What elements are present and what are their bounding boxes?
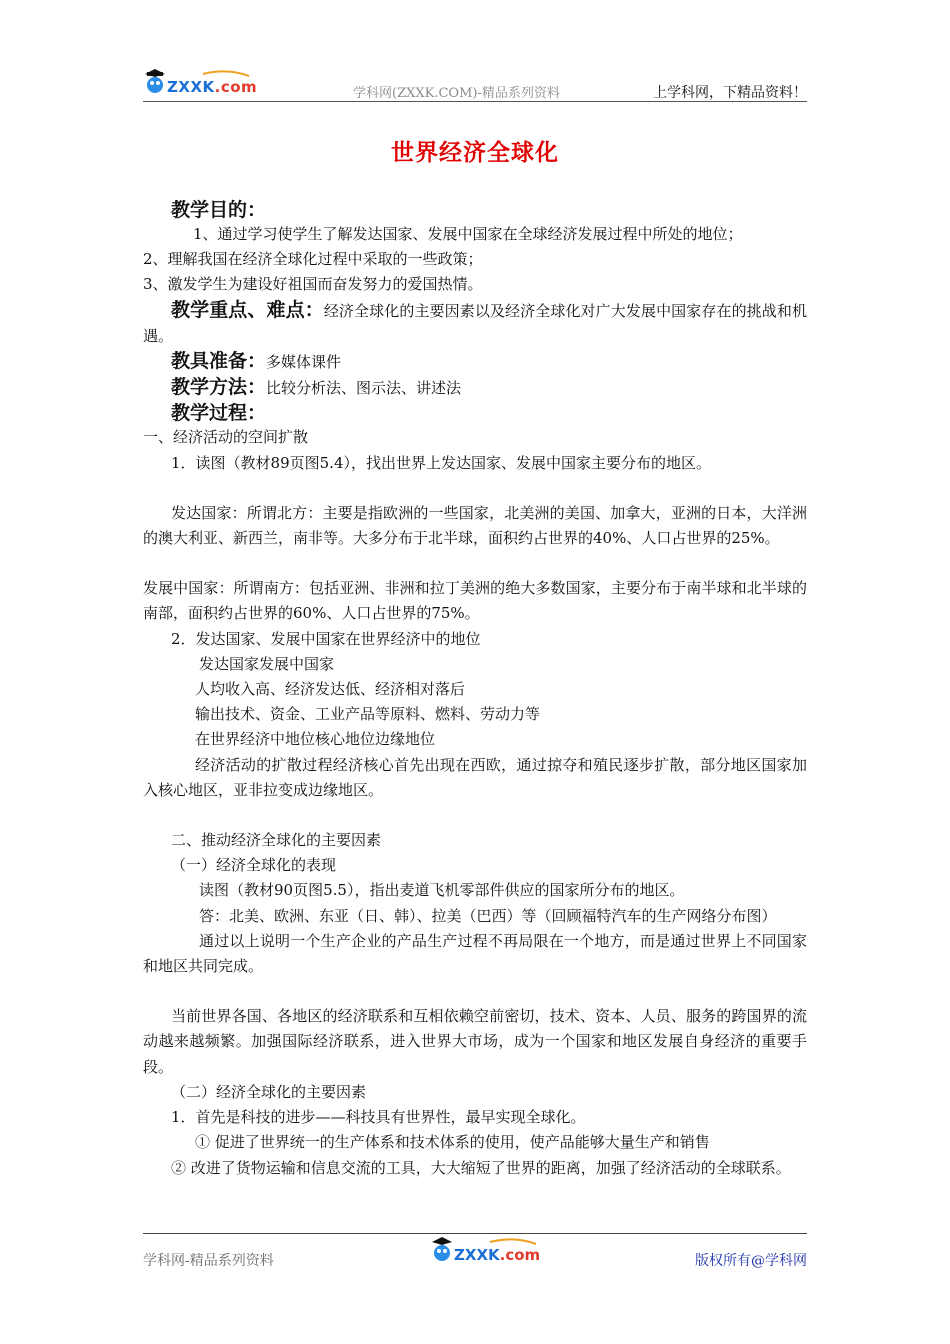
header-slogan: 上学科网，下精品资料！ bbox=[653, 85, 807, 101]
page-header bbox=[143, 62, 807, 104]
footer-divider bbox=[143, 1233, 807, 1234]
section-2-answer: 答：北美、欧洲、东亚（日、韩）、拉美（巴西）等（回顾福特汽车的生产网络分布图） bbox=[199, 906, 777, 925]
document-body bbox=[143, 198, 807, 1181]
key-points-text: 经济全球化的主要因素以及经济全球化对广大发展中国家存在的挑战和机遇。 bbox=[143, 301, 807, 345]
objective-item: 3、激发学生为建设好祖国而奋发努力的爱国热情。 bbox=[143, 275, 483, 294]
diffusion-paragraph: 经济活动的扩散过程经济核心首先出现在西欧，通过掠夺和殖民逐步扩散，部分地区国家加入核心地区，亚非拉变成边缘地区。 bbox=[143, 755, 807, 799]
methods-line bbox=[143, 375, 807, 401]
spacer bbox=[143, 476, 807, 501]
section-2-conclusion: 通过以上说明一个生产企业的产品生产过程不再局限在一个地方，而是通过世界上不同国家和地区共同完成。 bbox=[143, 931, 807, 976]
key-points-heading: 教学重点、难点： bbox=[171, 298, 324, 321]
section-2-item-1: 1．首先是科技的进步——科技具有世界性，最早实现全球化。 bbox=[171, 1108, 586, 1127]
tools-line bbox=[143, 349, 807, 375]
spacer bbox=[143, 551, 807, 576]
header-site-title: 学科网(ZXXK.COM)-精品系列资料 bbox=[353, 86, 560, 101]
section-1-item-1: 1．读图（教材89页图5.4），找出世界上发达国家、发展中国家主要分布的地区。 bbox=[171, 453, 711, 472]
section-2-title: 二、推动经济全球化的主要因素 bbox=[171, 831, 382, 850]
footer-logo-text: ZXXK.com bbox=[454, 1246, 541, 1264]
section-2-point-2: ② 改进了货物运输和信息交流的工具，大大缩短了世界的距离，加强了经济活动的全球联系。 bbox=[171, 1158, 791, 1177]
key-points bbox=[143, 298, 807, 349]
section-1-item-2: 2．发达国家、发展中国家在世界经济中的地位 bbox=[171, 629, 481, 648]
zxxk-logo bbox=[143, 68, 258, 98]
objective-item: 1、通过学习使学生了解发达国家、发展中国家在全球经济发展过程中所处的地位； bbox=[193, 225, 743, 243]
section-1-title: 一、经济活动的空间扩散 bbox=[143, 428, 309, 447]
spacer bbox=[143, 979, 807, 1004]
developing-countries-paragraph: 发展中国家：所谓南方：包括亚洲、非洲和拉丁美洲的绝大多数国家，主要分布于南半球和北半球的南部，面积约占世界的60%、人口占世界的75%。 bbox=[143, 579, 807, 623]
comparison-row: 输出技术、资金、工业产品等原料、燃料、劳动力等 bbox=[195, 705, 541, 724]
methods-heading: 教学方法： bbox=[171, 376, 267, 399]
comparison-row: 在世界经济中地位核心地位边缘地位 bbox=[195, 730, 436, 749]
comparison-header: 发达国家发展中国家 bbox=[199, 654, 335, 673]
process-heading: 教学过程： bbox=[171, 402, 267, 425]
methods-text: 比较分析法、图示法、讲述法 bbox=[266, 379, 462, 398]
logo-text: ZXXK.com bbox=[167, 78, 258, 96]
spacer bbox=[143, 803, 807, 828]
comparison-row: 人均收入高、经济发达低、经济相对落后 bbox=[195, 680, 466, 699]
tools-text: 多媒体课件 bbox=[266, 353, 342, 372]
section-2-subtitle-1: （一）经济全球化的表现 bbox=[171, 856, 337, 875]
section-2-subtitle-2: （二）经济全球化的主要因素 bbox=[171, 1082, 367, 1101]
section-2-current: 当前世界各国、各地区的经济联系和互相依赖空前密切，技术、资本、人员、服务的跨国界的流动越来越频繁。加强国际经济联系，进入世界大市场，成为一个国家和地区发展自身经济的重要手段。 bbox=[143, 1007, 807, 1076]
section-2-point-1: ① 促进了世界统一的生产体系和技术体系的使用，使产品能够大量生产和销售 bbox=[195, 1133, 710, 1152]
section-2-read: 读图（教材90页图5.5），指出麦道飞机零部件供应的国家所分布的地区。 bbox=[199, 881, 685, 900]
footer-logo bbox=[430, 1236, 540, 1266]
page-title: 世界经济全球化 bbox=[391, 139, 559, 166]
developed-countries-paragraph: 发达国家：所谓北方：主要是指欧洲的一些国家，北美洲的美国、加拿大，亚洲的日本，大洋洲的澳大利亚、新西兰，南非等。大多分布于北半球，面积约占世界的40%、人口占世界的25%。 bbox=[143, 503, 807, 548]
footer-copyright: 版权所有@学科网 bbox=[695, 1253, 807, 1269]
tools-heading: 教具准备： bbox=[171, 350, 267, 373]
objective-item: 2、理解我国在经济全球化过程中采取的一些政策； bbox=[143, 250, 483, 269]
objectives-heading: 教学目的： bbox=[171, 199, 267, 221]
footer-left-text: 学科网-精品系列资料 bbox=[143, 1253, 274, 1269]
header-divider bbox=[143, 101, 807, 102]
